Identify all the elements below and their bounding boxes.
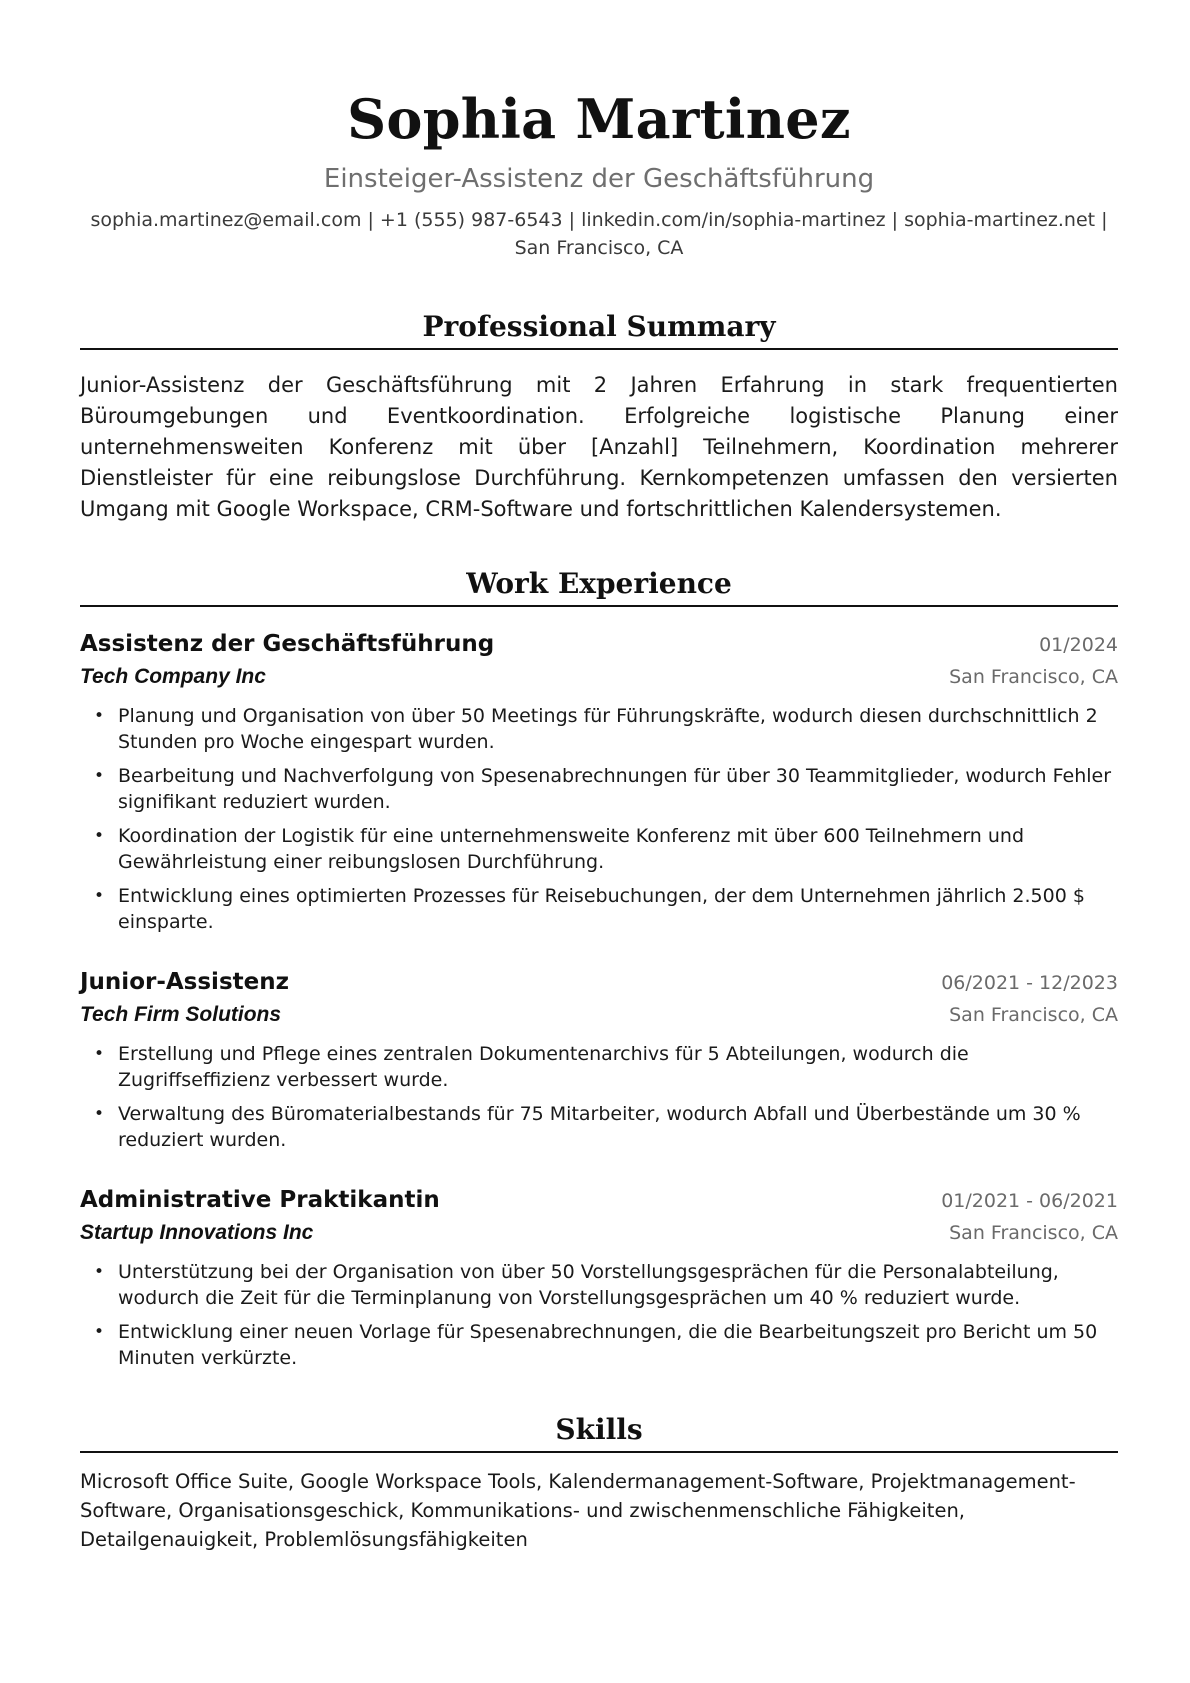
candidate-headline: Einsteiger-Assistenz der Geschäftsführung [323, 164, 875, 194]
skills-text: Microsoft Office Suite, Google Workspace Tools, Kalendermanagement-Software, Projektmanagement-Software, Organisationsgeschick, Kommunikations- und zwischenmenschliche Fähigkeiten, Detailgenauigkeit, Problemlösungsfähigkeiten [80, 1470, 1076, 1551]
bullet-text: Bearbeitung und Nachverfolgung von Spesenabrechnungen für über 30 Teammitglieder, wodurch Fehler signifikant reduziert wurden. [118, 765, 1112, 813]
bullet-item [80, 1319, 1118, 1371]
bullet-text: Verwaltung des Büromaterialbestands für 75 Mitarbeiter, wodurch Abfall und Überbestände um 30 % reduziert wurden. [118, 1103, 1081, 1151]
job-date: 01/2021 - 06/2021 [941, 1190, 1118, 1212]
bullet-item [80, 823, 1118, 875]
bullet-item [80, 763, 1118, 815]
bullet-icon: • [94, 1104, 105, 1124]
bullet-icon: • [94, 766, 105, 786]
bullet-icon: • [94, 1044, 105, 1064]
bullet-item [80, 703, 1118, 755]
bullet-text: Planung und Organisation von über 50 Meetings für Führungskräfte, wodurch diesen durchschnittlich 2 Stunden pro Woche eingespart wurden. [118, 705, 1098, 753]
bullet-item [80, 1259, 1118, 1311]
bullet-icon: • [94, 1262, 105, 1282]
job-title: Assistenz der Geschäftsführung [80, 631, 495, 657]
bullet-text: Unterstützung bei der Organisation von über 50 Vorstellungsgesprächen für die Personalabteilung, wodurch die Zeit für die Terminplanung von Vorstellungsgesprächen um 40 % reduziert wurde. [118, 1261, 1059, 1309]
summary-section [80, 308, 1118, 525]
contact-line: sophia.martinez@email.com | +1 (555) 987-6543 | linkedin.com/in/sophia-martinez | sophia-martinez.net | San Francisco, CA [90, 209, 1108, 259]
section-title-summary: Professional Summary [422, 310, 776, 343]
section-title-experience: Work Experience [466, 567, 732, 600]
company-name: Tech Company Inc [80, 665, 266, 688]
bullet-text: Erstellung und Pflege eines zentralen Dokumentenarchivs für 5 Abteilungen, wodurch die Zugriffseffizienz verbessert wurde. [118, 1043, 969, 1091]
bullet-item [80, 1101, 1118, 1153]
job-location: San Francisco, CA [949, 666, 1118, 688]
job-entry [80, 965, 1118, 1153]
bullet-icon: • [94, 706, 105, 726]
bullet-item [80, 1041, 1118, 1093]
candidate-name: Sophia Martinez [347, 87, 851, 151]
bullet-icon: • [94, 826, 105, 846]
summary-text: Junior-Assistenz der Geschäftsführung mit 2 Jahren Erfahrung in stark frequentierten Büroumgebungen und Eventkoordination. Erfolgreiche logistische Planung einer unternehmensweiten Konferenz mit über [Anzahl] Teilnehmern, Koordination mehrerer Dienstleister für eine reibungslose Durchführung. Kernkompetenzen umfassen den versierten Umgang mit Google Workspace, CRM-Software und fortschrittlichen Kalendersystemen. [80, 373, 1118, 521]
bullet-text: Entwicklung eines optimierten Prozesses für Reisebuchungen, der dem Unternehmen jährlich 2.500 $ einsparte. [118, 885, 1085, 933]
job-location: San Francisco, CA [949, 1222, 1118, 1244]
experience-section [80, 565, 1118, 1371]
section-title-skills: Skills [555, 1413, 643, 1446]
bullet-icon: • [94, 886, 105, 906]
company-name: Startup Innovations Inc [80, 1221, 314, 1244]
section-divider [80, 348, 1118, 350]
job-bullets [80, 703, 1118, 935]
job-title: Junior-Assistenz [80, 969, 289, 995]
job-bullets [80, 1041, 1118, 1153]
skills-section [80, 1411, 1118, 1554]
bullet-text: Koordination der Logistik für eine unternehmensweite Konferenz mit über 600 Teilnehmern und Gewährleistung einer reibungslosen Durchführung. [118, 825, 1025, 873]
section-divider [80, 1451, 1118, 1453]
job-location: San Francisco, CA [949, 1004, 1118, 1026]
resume-page [80, 0, 1118, 1554]
bullet-text: Entwicklung einer neuen Vorlage für Spesenabrechnungen, die die Bearbeitungszeit pro Bericht um 50 Minuten verkürzte. [118, 1321, 1098, 1369]
bullet-icon: • [94, 1322, 105, 1342]
job-date: 06/2021 - 12/2023 [941, 972, 1118, 994]
bullet-item [80, 883, 1118, 935]
job-title: Administrative Praktikantin [80, 1187, 440, 1213]
job-entry [80, 1183, 1118, 1371]
job-date: 01/2024 [1039, 634, 1118, 656]
company-name: Tech Firm Solutions [80, 1003, 282, 1026]
job-bullets [80, 1259, 1118, 1371]
job-entry [80, 627, 1118, 935]
section-divider [80, 605, 1118, 607]
